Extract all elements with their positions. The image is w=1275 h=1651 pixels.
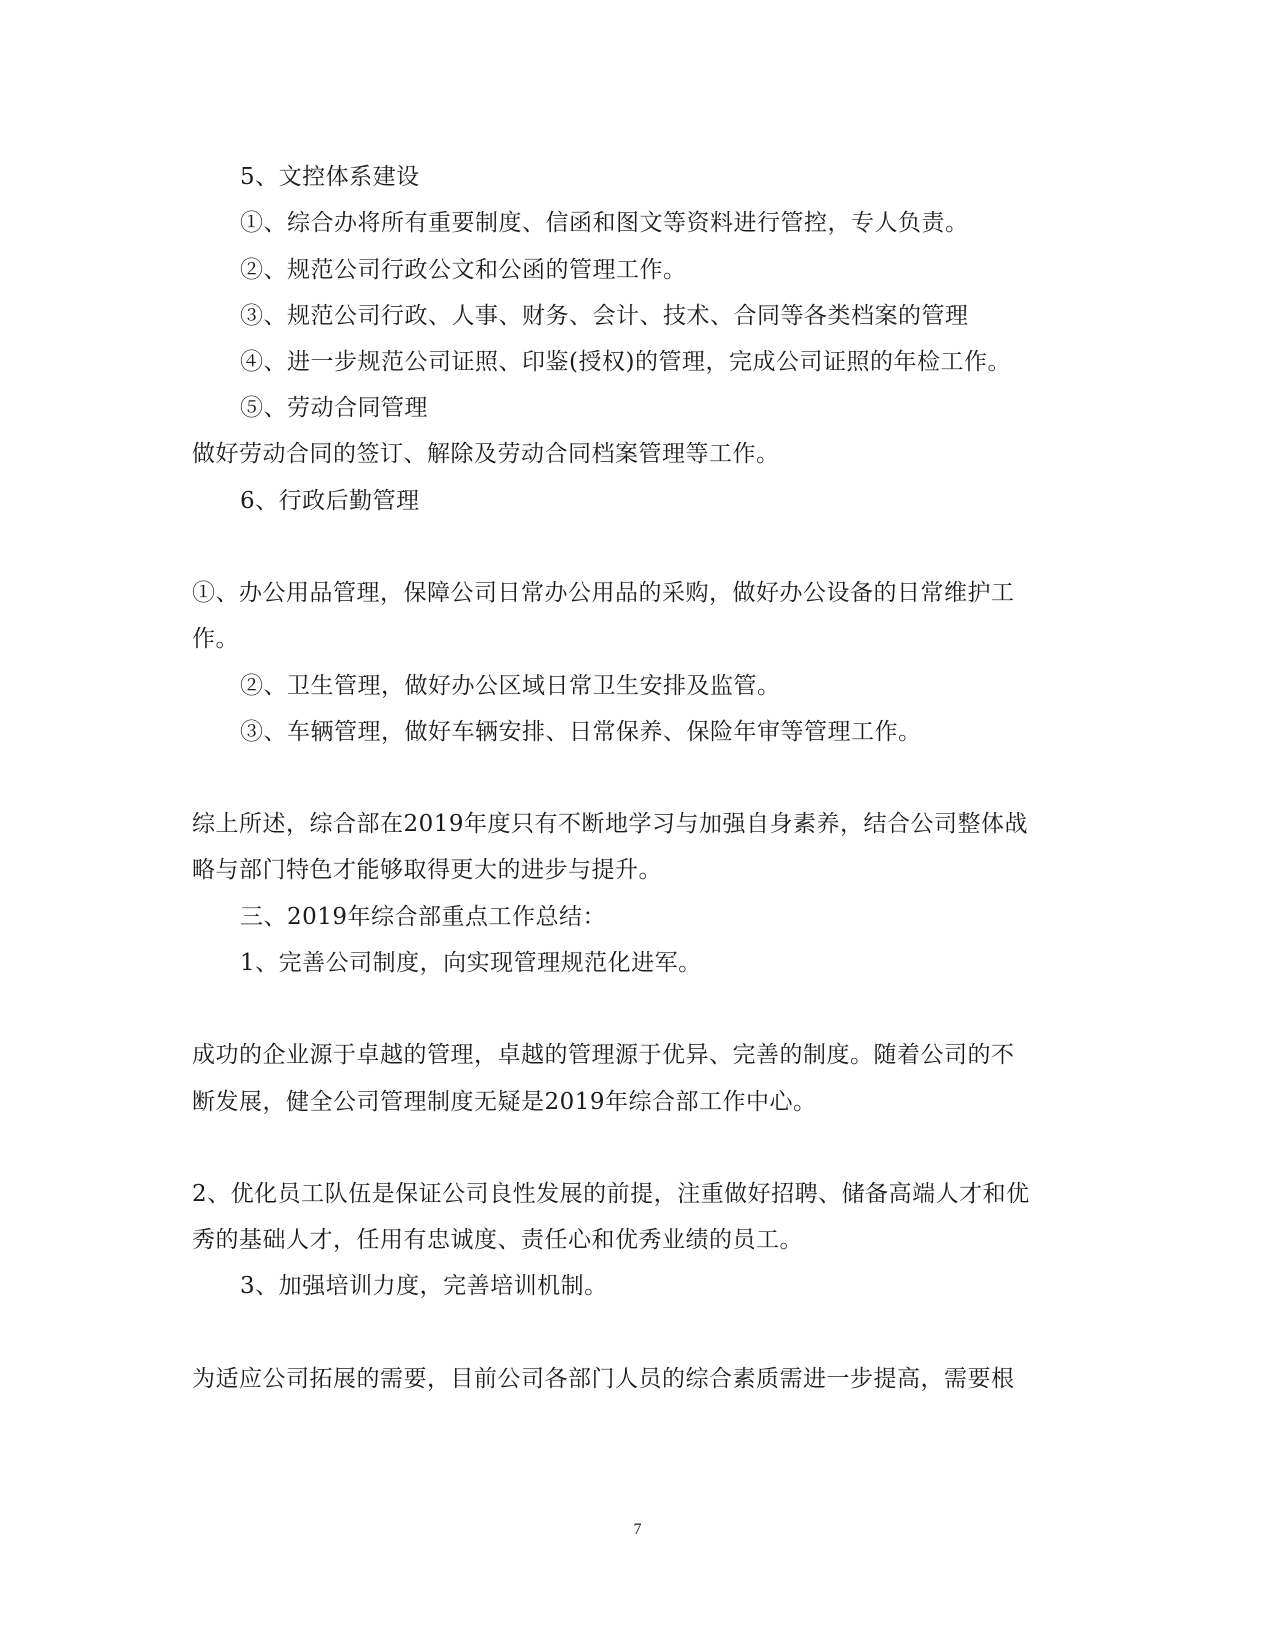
- paragraph-line: ③、车辆管理，做好车辆安排、日常保养、保险年审等管理工作。: [240, 719, 922, 745]
- paragraph-line: 作。: [192, 626, 239, 652]
- heading-admin-logistics: 6、行政后勤管理: [240, 488, 420, 514]
- paragraph-line: ①、综合办将所有重要制度、信函和图文等资料进行管控，专人负责。: [240, 210, 969, 236]
- paragraph-line: ④、进一步规范公司证照、印鉴(授权)的管理，完成公司证照的年检工作。: [240, 349, 1011, 375]
- paragraph-line: ②、卫生管理，做好办公区域日常卫生安排及监管。: [240, 673, 781, 699]
- paragraph-line: ①、办公用品管理，保障公司日常办公用品的采购，做好办公设备的日常维护工: [192, 580, 1015, 606]
- paragraph-line: 2、优化员工队伍是保证公司良性发展的前提，注重做好招聘、储备高端人才和优: [192, 1181, 1030, 1207]
- heading-document-control: 5、文控体系建设: [240, 164, 420, 190]
- paragraph-line: 成功的企业源于卓越的管理，卓越的管理源于优异、完善的制度。随着公司的不: [192, 1042, 1015, 1068]
- paragraph-line: 3、加强培训力度，完善培训机制。: [240, 1273, 608, 1299]
- page-number: 7: [633, 1521, 642, 1538]
- paragraph-line: 做好劳动合同的签订、解除及劳动合同档案管理等工作。: [192, 441, 780, 467]
- paragraph-line: 综上所述，综合部在2019年度只有不断地学习与加强自身素养，结合公司整体战: [192, 811, 1029, 837]
- paragraph-line: ②、规范公司行政公文和公函的管理工作。: [240, 257, 687, 283]
- paragraph-line: 1、完善公司制度，向实现管理规范化进军。: [240, 950, 702, 976]
- paragraph-line: 秀的基础人才，任用有忠诚度、责任心和优秀业绩的员工。: [192, 1227, 803, 1253]
- paragraph-line: ③、规范公司行政、人事、财务、会计、技术、合同等各类档案的管理: [240, 303, 969, 329]
- paragraph-line: 略与部门特色才能够取得更大的进步与提升。: [192, 857, 662, 883]
- paragraph-line: 断发展，健全公司管理制度无疑是2019年综合部工作中心。: [192, 1089, 817, 1115]
- paragraph-line: 为适应公司拓展的需要，目前公司各部门人员的综合素质需进一步提高，需要根: [192, 1366, 1015, 1392]
- heading-section-three: 三、2019年综合部重点工作总结：: [240, 904, 607, 930]
- paragraph-line: ⑤、劳动合同管理: [240, 395, 428, 421]
